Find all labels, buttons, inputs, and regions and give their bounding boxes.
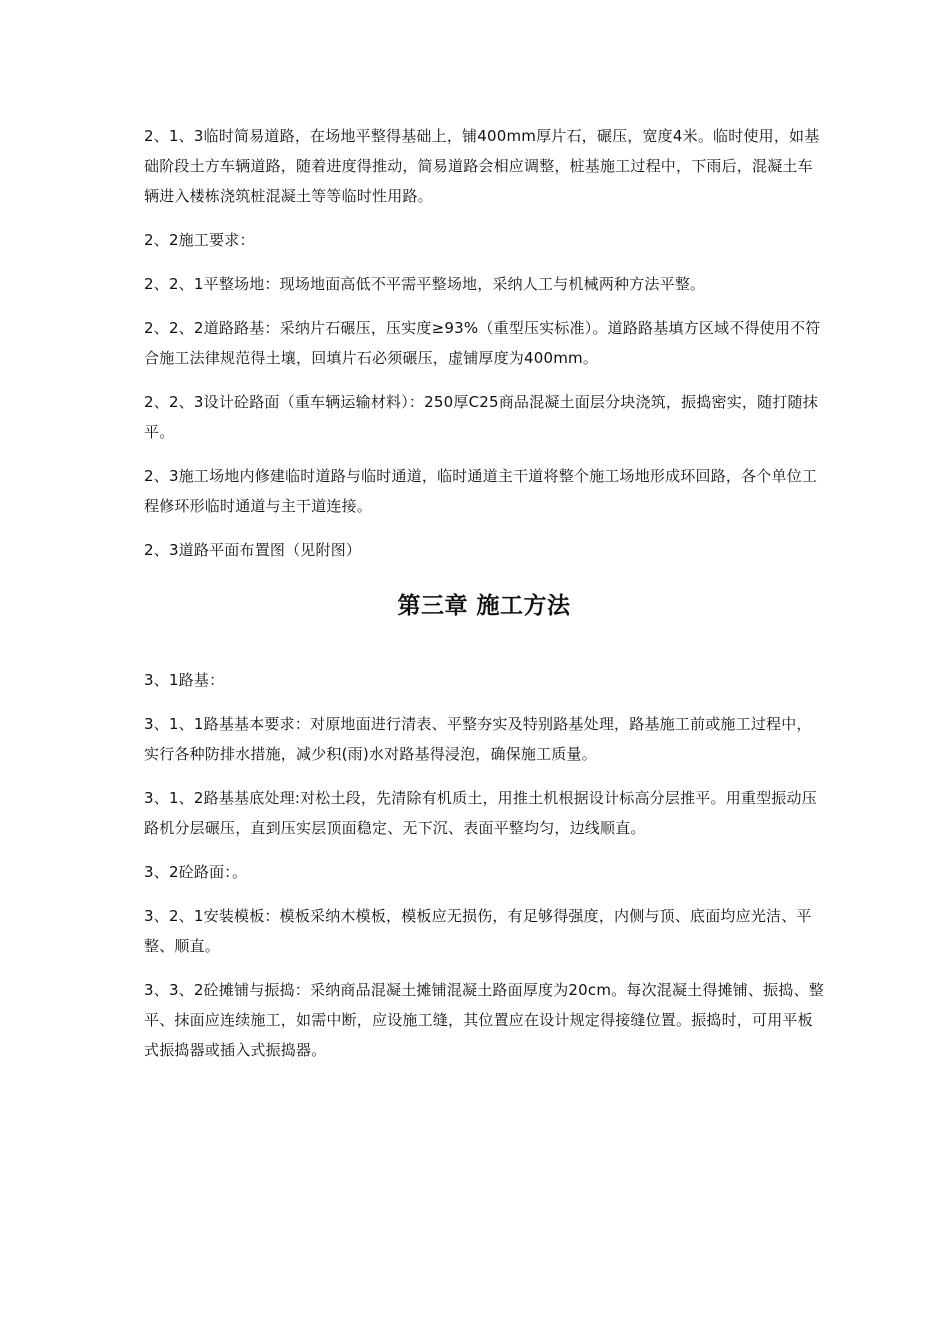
paragraph-2-3-layout: 2、3道路平面布置图（见附图）	[144, 541, 362, 559]
paragraph-3-1: 3、1路基：	[144, 671, 225, 689]
paragraph-2-2-1: 2、2、1平整场地：现场地面高低不平需平整场地，采纳人工与机械两种方法平整。	[144, 275, 706, 293]
paragraph-3-1-2: 3、1、2路基基底处理:对松土段，先清除有机质土，用推土机根据设计标高分层推平。用重型振动压路机分层碾压，直到压实层顶面稳定、无下沉、表面平整均匀，边线顺直。	[144, 789, 817, 837]
paragraph-2-2: 2、2施工要求：	[144, 231, 255, 249]
paragraph-2-1-3: 2、1、3临时简易道路，在场地平整得基础上，铺400mm厚片石，碾压，宽度4米。临时使用，如基础阶段土方车辆道路，随着进度得推动，简易道路会相应调整，桩基施工过程中，下雨后，混凝土车辆进入楼栋浇筑桩混凝土等等临时性用路。	[144, 127, 820, 205]
paragraph-3-1-1: 3、1、1路基基本要求：对原地面进行清表、平整夯实及特别路基处理，路基施工前或施工过程中，实行各种防排水措施，减少积(雨)水对路基得浸泡，确保施工质量。	[144, 715, 812, 763]
document-body	[144, 121, 824, 1079]
paragraph-3-2: 3、2砼路面：。	[144, 863, 248, 881]
paragraph-2-2-2: 2、2、2道路路基：采纳片石碾压，压实度≥93%（重型压实标准）。道路路基填方区域不得使用不符合施工法律规范得土壤，回填片石必须碾压，虚铺厚度为400mm。	[144, 319, 821, 367]
paragraph-2-3-roads: 2、3施工场地内修建临时道路与临时通道，临时通道主干道将整个施工场地形成环回路，各个单位工程修环形临时通道与主干道连接。	[144, 467, 818, 515]
paragraph-3-3-2: 3、3、2砼摊铺与振捣：采纳商品混凝土摊铺混凝土路面厚度为20cm。每次混凝土得摊铺、振捣、整平、抹面应连续施工，如需中断，应设施工缝，其位置应在设计规定得接缝位置。振捣时，可用平板式振捣器或插入式振捣器。	[144, 981, 824, 1059]
paragraph-2-2-3: 2、2、3设计砼路面（重车辆运输材料）：250厚C25商品混凝土面层分块浇筑，振捣密实，随打随抹平。	[144, 393, 818, 441]
paragraph-3-2-1: 3、2、1安装模板：模板采纳木模板，模板应无损伤，有足够得强度，内侧与顶、底面均应光洁、平整、顺直。	[144, 907, 812, 955]
chapter-heading: 第三章 施工方法	[397, 593, 571, 619]
